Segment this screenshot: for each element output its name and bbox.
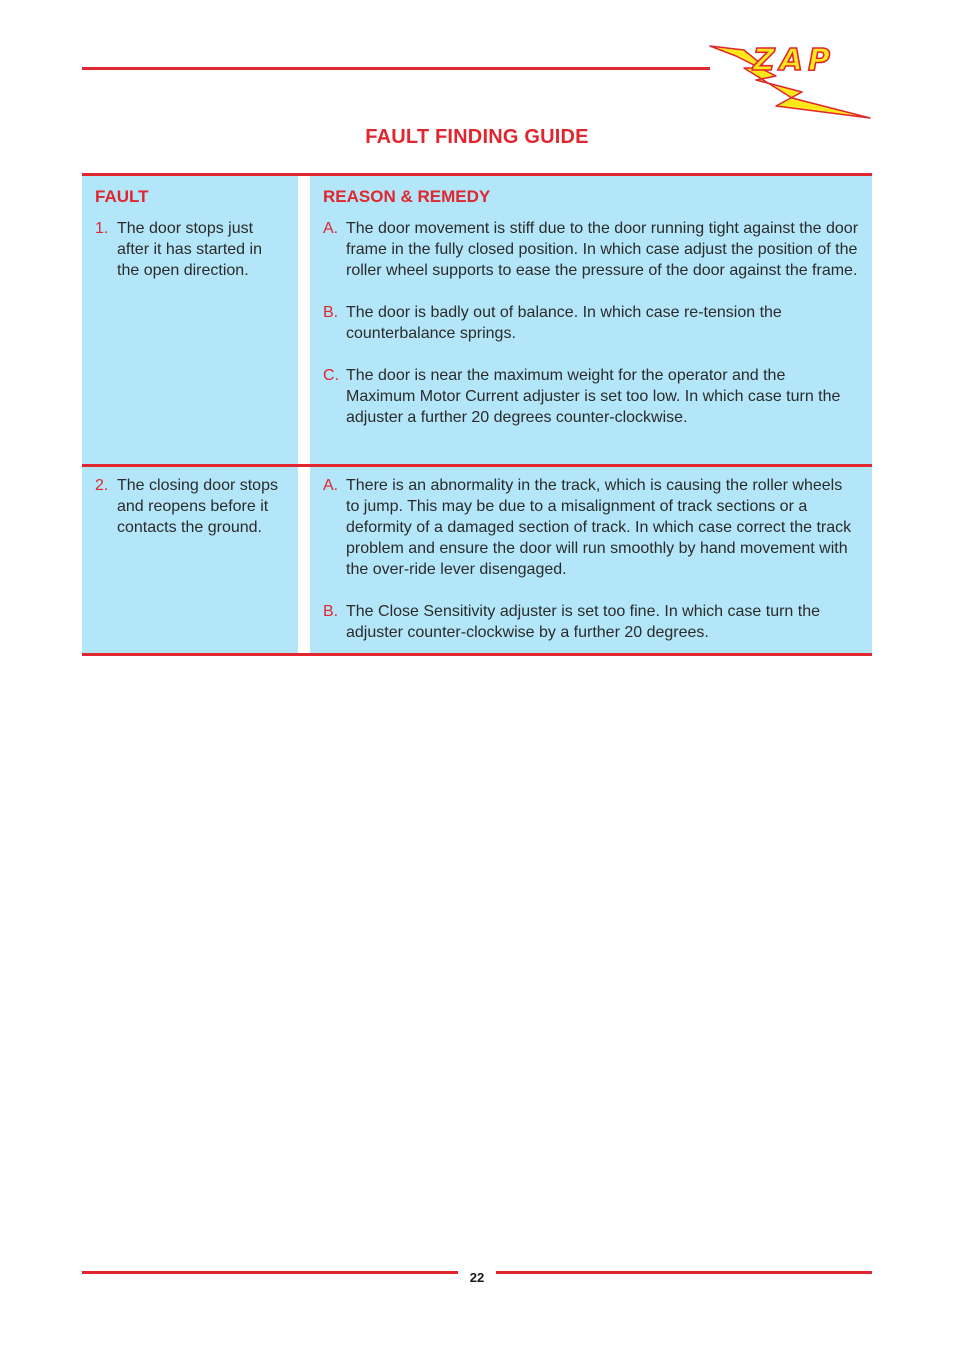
remedy-item bbox=[323, 475, 858, 580]
fault-cell bbox=[82, 467, 298, 653]
remedy-text: The door movement is stiff due to the door running tight against the door frame in the fully closed position. In which case adjust the position of the roller wheel supports to ease the pressure of the door against the frame. bbox=[346, 220, 859, 279]
fault-number: 1. bbox=[95, 220, 109, 237]
page-number: 22 bbox=[469, 1270, 485, 1285]
remedy-letter: A. bbox=[323, 220, 339, 237]
remedy-cell bbox=[310, 467, 872, 653]
page-title: FAULT FINDING GUIDE bbox=[365, 126, 589, 148]
header-rule bbox=[82, 67, 710, 70]
fault-cell bbox=[82, 176, 298, 464]
remedy-header: REASON & REMEDY bbox=[323, 187, 491, 206]
fault-table bbox=[82, 173, 872, 656]
remedy-cell bbox=[310, 176, 872, 464]
remedy-letter: B. bbox=[323, 603, 339, 620]
footer-rule-left bbox=[82, 1271, 458, 1274]
fault-number: 2. bbox=[95, 477, 109, 494]
remedy-item bbox=[323, 365, 858, 428]
table-row bbox=[82, 467, 872, 653]
table-row bbox=[82, 176, 872, 464]
remedy-text: The Close Sensitivity adjuster is set too fine. In which case turn the adjuster counter-clockwise by a further 20 degrees. bbox=[346, 603, 821, 641]
remedy-text: The door is badly out of balance. In which case re-tension the counterbalance springs. bbox=[346, 304, 782, 342]
table-bottom-rule bbox=[82, 653, 872, 656]
fault-item bbox=[95, 475, 286, 538]
fault-item bbox=[95, 218, 286, 281]
remedy-item bbox=[323, 302, 858, 344]
footer-rule-right bbox=[496, 1271, 872, 1274]
fault-text: The door stops just after it has started in the open direction. bbox=[117, 220, 262, 279]
remedy-letter: A. bbox=[323, 477, 339, 494]
remedy-text: There is an abnormality in the track, which is causing the roller wheels to jump. This may be due to a misalignment of track sections or a deformity of a damaged section of track. In which case correct the track problem and ensure the door will run smoothly by hand movement with the over-ride lever disengaged. bbox=[346, 477, 852, 578]
fault-header: FAULT bbox=[95, 187, 149, 206]
zap-logo bbox=[706, 40, 878, 122]
remedy-letter: C. bbox=[323, 367, 339, 384]
remedy-item bbox=[323, 601, 858, 643]
logo-text: ZAP bbox=[753, 43, 835, 78]
remedy-item bbox=[323, 218, 858, 281]
remedy-text: The door is near the maximum weight for the operator and the Maximum Motor Current adjuster is set too low. In which case turn the adjuster a further 20 degrees counter-clockwise. bbox=[346, 367, 841, 426]
remedy-letter: B. bbox=[323, 304, 339, 321]
fault-text: The closing door stops and reopens before it contacts the ground. bbox=[117, 477, 278, 536]
